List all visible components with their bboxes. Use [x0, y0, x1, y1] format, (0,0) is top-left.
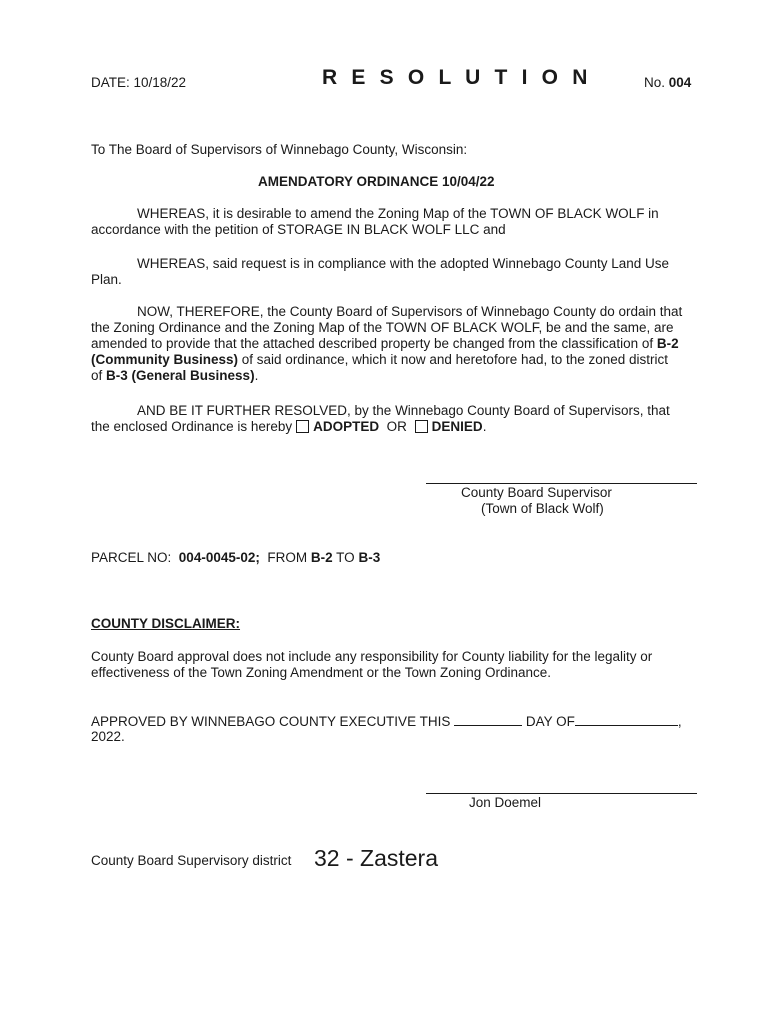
disclaimer-line1: County Board approval does not include any responsibility for County liability for the legality or: [91, 649, 653, 664]
addressee: To The Board of Supervisors of Winnebago County, Wisconsin:: [91, 142, 468, 157]
or-label: OR: [386, 419, 407, 434]
resolution-number-value: 004: [668, 75, 692, 90]
para3-line2: the Zoning Ordinance and the Zoning Map of the TOWN OF BLACK WOLF, be and the same, are: [91, 320, 674, 335]
adopted-label: ADOPTED: [313, 419, 380, 434]
approval-line: APPROVED BY WINNEBAGO COUNTY EXECUTIVE THIS DAY OF ,: [91, 714, 682, 729]
supervisor-signature-line[interactable]: [426, 483, 697, 484]
resolution-number-label: No.: [644, 75, 666, 90]
resolution-number: [644, 75, 691, 90]
para3-line3: amended to provide that the attached described property be changed from the classification of B-2: [91, 336, 679, 351]
document-title: R E S O L U T I O N: [322, 66, 592, 89]
para3-line1: NOW, THEREFORE, the County Board of Supervisors of Winnebago County do ordain that: [137, 304, 683, 319]
ordinance-title: AMENDATORY ORDINANCE 10/04/22: [258, 174, 495, 189]
para1-line1: WHEREAS, it is desirable to amend the Zoning Map of the TOWN OF BLACK WOLF in: [137, 206, 659, 221]
para3-line4: (Community Business) of said ordinance, which it now and heretofore had, to the zoned district: [91, 352, 669, 367]
para4-line2: the enclosed Ordinance is hereby ADOPTED OR DENIED.: [91, 419, 487, 434]
resolution-date: DATE: 10/18/22: [91, 75, 187, 90]
para2-line2: Plan.: [91, 272, 122, 287]
executive-signature-line[interactable]: [426, 793, 697, 794]
executive-name: Jon Doemel: [469, 795, 542, 810]
para4-line1: AND BE IT FURTHER RESOLVED, by the Winnebago County Board of Supervisors, that: [137, 403, 670, 418]
adopted-checkbox[interactable]: [296, 420, 309, 433]
supervisor-title: County Board Supervisor: [461, 485, 612, 500]
denied-checkbox[interactable]: [415, 420, 428, 433]
district-label: County Board Supervisory district: [91, 853, 292, 868]
approval-year: 2022.: [91, 729, 125, 744]
para2-line1: WHEREAS, said request is in compliance with the adopted Winnebago County Land Use: [137, 256, 670, 271]
denied-label: DENIED: [431, 419, 483, 434]
parcel-number: 004-0045-02;: [178, 550, 260, 565]
month-blank[interactable]: [575, 713, 678, 726]
day-blank[interactable]: [454, 713, 522, 726]
parcel-info: PARCEL NO: 004-0045-02; FROM B-2 TO B-3: [91, 550, 381, 565]
disclaimer-line2: effectiveness of the Town Zoning Amendment or the Town Zoning Ordinance.: [91, 665, 552, 680]
supervisor-town: (Town of Black Wolf): [481, 501, 604, 516]
para3-line5: of B-3 (General Business).: [91, 368, 259, 383]
district-value: 32 - Zastera: [314, 845, 438, 871]
para1-line2: accordance with the petition of STORAGE IN BLACK WOLF LLC and: [91, 222, 506, 237]
disclaimer-heading: COUNTY DISCLAIMER:: [91, 616, 241, 631]
